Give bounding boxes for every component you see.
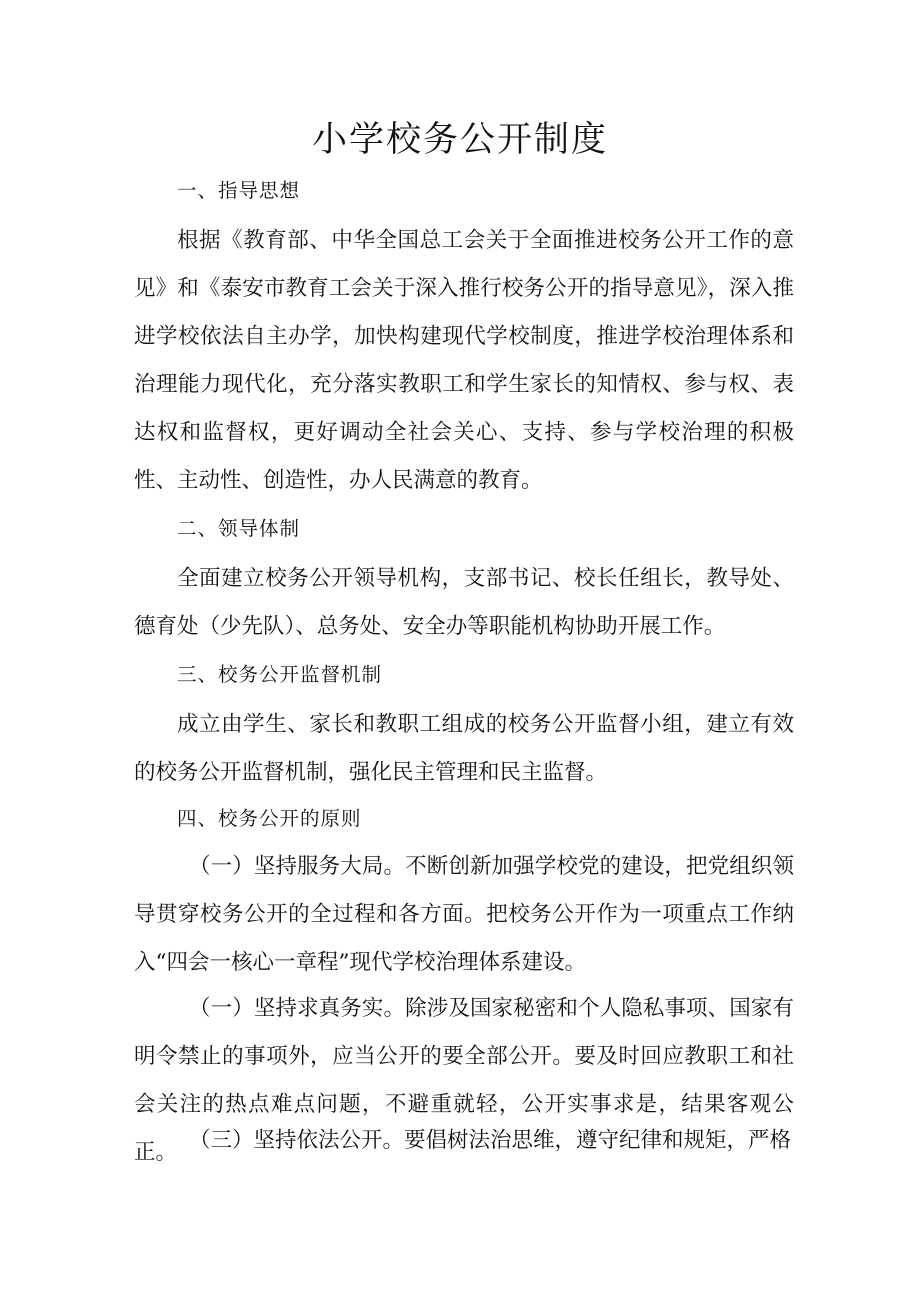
principle-item-2: （一）坚持求真务实。除涉及国家秘密和个人隐私事项、国家有明令禁止的事项外，应当公开的要全部公开。要及时回应教职工和社会关注的热点难点问题，不避重就轻，公开实事求是，结果客观公正。 [134, 996, 794, 1165]
section-heading-4: 四、校务公开的原则 [177, 807, 362, 830]
principle-item-1: （一）坚持服务大局。不断创新加强学校党的建设，把党组织领导贯穿校务公开的全过程和各方面。把校务公开作为一项重点工作纳入“四会一核心一章程”现代学校治理体系建设。 [134, 854, 794, 975]
section-heading-3: 三、校务公开监督机制 [177, 663, 383, 686]
section-3-paragraph: 成立由学生、家长和教职工组成的校务公开监督小组，建立有效的校务公开监督机制，强化民主管理和民主监督。 [134, 712, 794, 785]
section-1-paragraph: 根据《教育部、中华全国总工会关于全面推进校务公开工作的意见》和《泰安市教育工会关于深入推行校务公开的指导意见》，深入推进学校依法自主办学，加快构建现代学校制度，推进学校治理体系和治理能力现代化，充分落实教职工和学生家长的知情权、参与权、表达权和监督权，更好调动全社会关心、支持、参与学校治理的积极性、主动性、创造性，办人民满意的教育。 [134, 228, 794, 493]
document-title: 小学校务公开制度 [311, 120, 608, 160]
section-2-paragraph: 全面建立校务公开领导机构，支部书记、校长任组长，教导处、德育处（少先队）、总务处、安全办等职能机构协助开展工作。 [134, 566, 794, 639]
section-heading-1: 一、指导思想 [177, 179, 301, 202]
section-heading-2: 二、领导体制 [177, 517, 301, 540]
principle-item-3: （三）坚持依法公开。要倡树法治思维，遵守纪律和规矩，严格 [189, 1128, 792, 1153]
